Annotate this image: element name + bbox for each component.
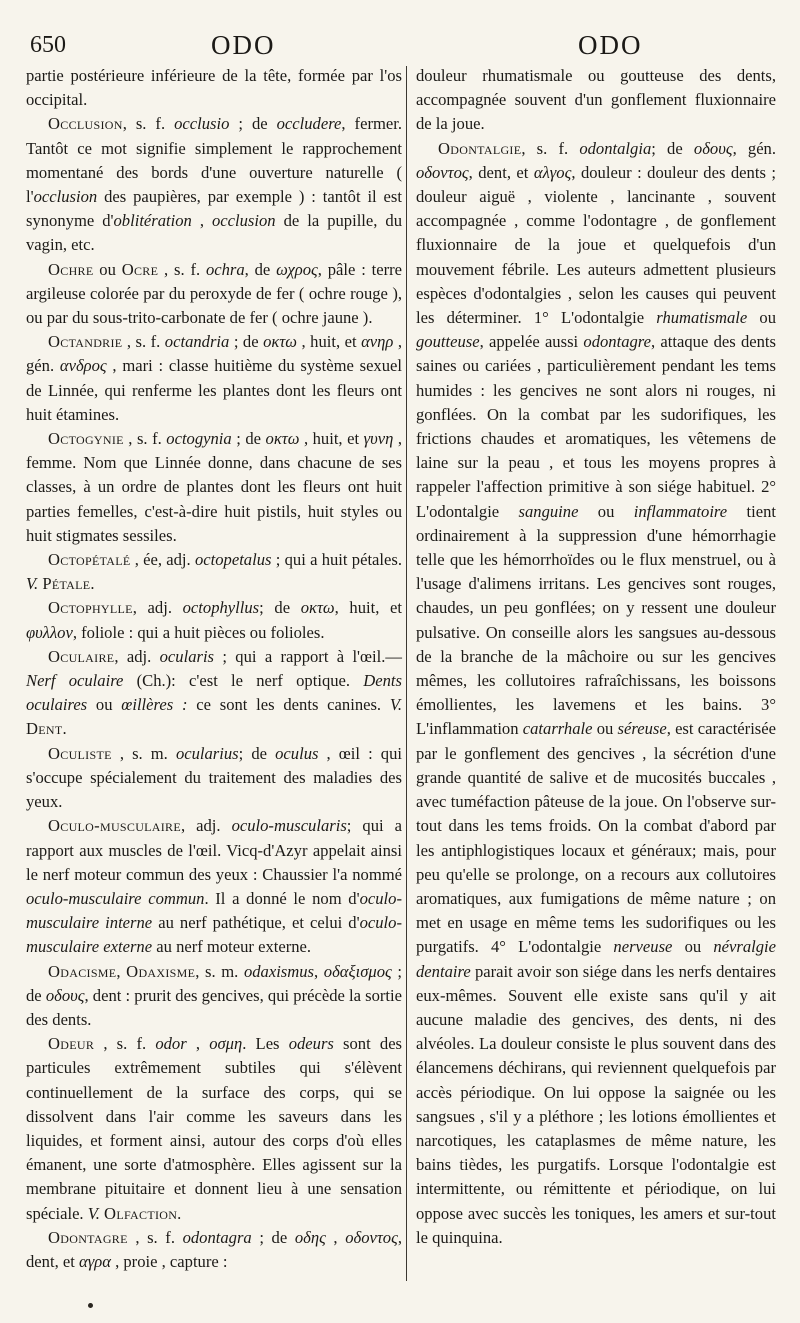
headword: Octandrie (48, 332, 123, 352)
italic-term: odor (155, 1034, 187, 1054)
entry-text: , s. f. (122, 114, 175, 134)
italic-term: οδοντος (416, 162, 469, 182)
headword: Odontalgie (438, 138, 522, 158)
entry-text: , ée, adj. (130, 550, 195, 570)
italic-term: Dents oculaires (26, 671, 402, 715)
italic-term: œillères : (121, 695, 188, 715)
entry-text: , (116, 961, 127, 981)
entry-text: . Les (242, 1034, 289, 1054)
entry-text: des paupières, par exemple ) : tantôt il est synonyme d' (26, 187, 402, 231)
entry-text: , huit, et (297, 332, 362, 352)
entry-odontalgie (416, 137, 776, 1250)
entry-text: , pâle : terre argileuse colorée par du peroxyde de fer ( ochre rouge ), ou par du sous-trito-carbonate de fer ( ochre jaune ). (26, 259, 403, 328)
entry-text: ou (87, 695, 122, 715)
italic-term: οδους (693, 138, 733, 158)
italic-term: φυλλον (26, 622, 73, 642)
italic-term: ανδρος (59, 356, 107, 376)
italic-term: αγρα (79, 1251, 111, 1271)
italic-term: γυνη (363, 429, 394, 449)
entry-text: parait avoir son siége dans les nerfs dentaires eux-mêmes. Souvent elle existe sans qu'il y ait aucune maladie des gencives, des dents, ni des alvéoles. La douleur consiste le plus souvent dans des élancemens déchirans, qui reviennent quelquefois par accès périodique. On lui oppose la saignée ou les sangsues , s'il y a pléthore ; les lotions émollientes et narcotiques, les cataplasmes de même nature, les bains tièdes, les purgatifs. Lorsque l'odontalgie est intermittente, ou rémittente et périodique, on lui oppose avec succès les toniques, les amers et sur-tout le quinquina. (416, 961, 776, 1247)
italic-term: octophyllus (182, 598, 260, 618)
entry-octandrie (26, 330, 402, 427)
entry-text: . (90, 574, 95, 594)
italic-term: rhumatismale (656, 308, 748, 328)
italic-term: octogynia (166, 429, 232, 449)
left-column (26, 64, 402, 1274)
italic-term: V. (26, 574, 39, 594)
footer-mark (88, 1303, 93, 1308)
italic-term: V. (389, 695, 403, 715)
entry-text: , œil : qui s'occupe spécialement du traitement des maladies des yeux. (26, 743, 403, 812)
italic-term: οδους (45, 985, 85, 1005)
entry-text: . (62, 719, 67, 739)
italic-term: inflammatoire (633, 501, 728, 521)
entry-odontagre-cont (416, 64, 776, 137)
entry-text: ; de (231, 429, 266, 449)
entry-text: , huit, et (334, 598, 402, 618)
entry-text: , s. f. (123, 429, 167, 449)
entry-text: , s. f. (122, 332, 165, 352)
entry-text: , dent, et (26, 1227, 402, 1271)
italic-term: Nerf oculaire (26, 671, 124, 691)
entry-oculiste (26, 742, 402, 815)
entry-oculo-musculaire (26, 814, 402, 959)
entry-text: ou (747, 308, 777, 328)
headword: Oculaire (48, 646, 115, 666)
entry-text: de la pupille, du vagin, etc. (26, 211, 403, 255)
headword: Odeur (48, 1034, 95, 1054)
italic-term: oculo-musculaire externe (26, 913, 402, 957)
entry-text: , (191, 211, 212, 231)
entry-text: , dent, et (468, 162, 534, 182)
italic-term: ocularius (175, 743, 239, 763)
headword: Pétale (42, 574, 91, 594)
italic-term: αλγος (533, 162, 572, 182)
italic-term: οδοντος (345, 1227, 398, 1247)
entry-text: sont des particules extrêmement subtiles qui s'élèvent continuellement de la surface des corps, qui se dissolvent dans l'air comme les saveurs dans les liquides, et forment ainsi, autour des corps d'où elles émanent, une sorte d'atmosphère. Elles agissent sur la membrane pituitaire et donnent lieu à une sensation spéciale. (26, 1034, 403, 1223)
entry-text: au nerf moteur externe. (152, 937, 312, 957)
entry-text: , huit, et (299, 429, 364, 449)
entry-text: , s. m. (195, 961, 244, 981)
entry-text: partie postérieure inférieure de la tête, formée par l'os occipital. (26, 66, 402, 110)
entry-text: , adj. (114, 646, 160, 666)
entry-text: , est caractérisée par le gonflement des gencives , la sécrétion d'une grande quantité de salive et de mucosités buccales , avec tuméfaction pâteuse de la joue. On l'observe sur-tout dans les tems froids. On la combat d'abord par les antiphlogistiques locaux et généraux; mais, pour peu qu'elle se prolonge, on a recours aux collutoires aromatiques, aux fumigations de même nature ; on met en usage en même tems les sudorifiques ou les purgatifs. 4° L'odontalgie (416, 719, 776, 957)
entry-text: , adj. (180, 816, 232, 836)
headword: Octopétalé (48, 550, 131, 570)
running-head-left: ODO (211, 30, 276, 60)
italic-term: ochra (205, 259, 245, 279)
italic-term: nerveuse (613, 937, 673, 957)
italic-term: oculo-musculaire commun (26, 888, 205, 908)
entry-text: ; de (229, 114, 277, 134)
page-number: 650 (30, 32, 66, 58)
italic-term: οσμη (209, 1034, 243, 1054)
right-column (416, 64, 776, 1250)
headword: Octophylle (48, 598, 133, 618)
entry-text: , (186, 1034, 210, 1054)
entry-text: , (314, 961, 324, 981)
entry-text: ou (672, 937, 714, 957)
entry-text: , dent : prurit des gencives, qui précède la sortie des dents. (26, 985, 403, 1029)
italic-term: οδης (294, 1227, 326, 1247)
entry-ochre (26, 258, 402, 331)
entry-text: , s. m. (111, 743, 176, 763)
entry-text: (Ch.): c'est le nerf optique. (123, 671, 364, 691)
headword: Octogynie (48, 429, 124, 449)
italic-term: oculo-musculaire interne (26, 888, 402, 933)
entry-text: ; de (229, 332, 264, 352)
entry-octophylle (26, 596, 402, 644)
italic-term: ανηρ (361, 332, 394, 352)
entry-text: ou (592, 719, 618, 739)
italic-term: occlusion (33, 187, 98, 207)
entry-oculaire (26, 645, 402, 742)
entry-text: ; qui a rapport à l'œil.— (214, 646, 402, 666)
headword: Dent (26, 719, 63, 739)
headword: Ocre (121, 259, 159, 279)
headword: Odaxisme (126, 961, 196, 981)
italic-term: οκτω (300, 598, 335, 618)
headword: Oculo-musculaire (48, 816, 181, 836)
italic-term: οδαξισμος (323, 961, 392, 981)
running-head-right: ODO (578, 30, 643, 60)
entry-text: ; qui a huit pétales. (271, 550, 402, 570)
entry-text: , gén. (732, 138, 777, 158)
entry-text: ; de (251, 1227, 295, 1247)
entry-text: ; de (26, 961, 403, 1005)
entry-octogynie (26, 427, 402, 548)
entry-octopetale (26, 548, 402, 596)
italic-term: odontagra (182, 1227, 252, 1247)
entry-text: , s. f. (94, 1034, 156, 1054)
entry-text: , de (244, 259, 277, 279)
entry-cont (26, 64, 402, 112)
entry-odacisme (26, 960, 402, 1033)
entry-text: , (325, 1227, 346, 1247)
italic-term: sanguine (518, 501, 579, 521)
entry-text: , s. f. (158, 259, 206, 279)
entry-text: ; de (651, 138, 694, 158)
entry-text: , mari : classe huitième du système sexuel de Linnée, qui renferme les plantes dont les fleurs ont huit étamines. (26, 356, 403, 424)
entry-text: ce sont les dents canines. (187, 695, 390, 715)
italic-term: octopetalus (194, 550, 272, 570)
entry-odontagre (26, 1226, 402, 1274)
italic-term: οκτω (263, 332, 298, 352)
italic-term: séreuse (617, 719, 667, 739)
column-divider (406, 66, 407, 1281)
italic-term: octandria (164, 332, 230, 352)
entry-text: , fermer. Tantôt ce mot signifie simplement le rapprochement momentané des bords d'une ouverture naturelle ( l' (26, 114, 402, 207)
entry-text: . (177, 1203, 182, 1223)
italic-term: οκτω (265, 429, 300, 449)
entry-text: , s. f. (521, 138, 580, 158)
entry-text: ; de (238, 743, 276, 763)
entry-text: . Il a donné le nom d' (204, 888, 360, 908)
italic-term: ocularis (159, 646, 215, 666)
entry-text: , femme. Nom que Linnée donne, dans chacune de ses classes, à un ordre de plantes dont les fleurs ont huit parties femelles, c'est-à-dire huit pistils, huit styles ou huit stigmates sessiles. (26, 429, 403, 545)
entry-text: , foliole : qui a huit pièces ou folioles. (72, 622, 325, 642)
entry-text: ou (578, 501, 634, 521)
italic-term: odontalgia (579, 138, 652, 158)
headword: Odacisme (48, 961, 117, 981)
italic-term: oblitération (113, 211, 192, 231)
headword: Occlusion (48, 114, 123, 134)
headword: Odontagre (48, 1227, 128, 1247)
italic-term: occludere (276, 114, 342, 134)
headword: Oculiste (48, 743, 112, 763)
italic-term: oculus (275, 743, 319, 763)
entry-text: douleur rhumatismale ou goutteuse des dents, accompagnée souvent d'un gonflement fluxionnaire de la joue. (416, 66, 776, 134)
italic-term: V. (87, 1203, 100, 1223)
entry-text: , s. f. (127, 1227, 183, 1247)
entry-text: , adj. (132, 598, 183, 618)
entry-occlusion (26, 112, 402, 257)
entry-text: , proie , capture : (110, 1251, 228, 1271)
italic-term: odeurs (288, 1034, 334, 1054)
italic-term: occlusio (174, 114, 230, 134)
entry-text: , gén. (26, 332, 403, 376)
entry-odeur (26, 1032, 402, 1226)
italic-term: occlusion (211, 211, 276, 231)
italic-term: odaxismus (243, 961, 314, 981)
entry-text: ; qui a rapport aux muscles de l'œil. Vicq-d'Azyr appelait ainsi le nerf moteur commun des yeux : Chaussier l'a nommé (26, 816, 402, 884)
italic-term: oculo-muscularis (231, 816, 347, 836)
italic-term: catarrhale (522, 719, 593, 739)
italic-term: odontagre (583, 332, 652, 352)
italic-term: névralgie dentaire (416, 937, 776, 981)
italic-term: goutteuse (416, 332, 480, 352)
entry-text: au nerf pathétique, et celui d' (152, 913, 360, 933)
page-header (30, 30, 774, 64)
italic-term: ωχρος (276, 259, 318, 279)
entry-text: ou (93, 259, 122, 279)
headword: Olfaction (104, 1203, 178, 1223)
headword: Ochre (48, 259, 94, 279)
entry-text: , attaque des dents saines ou cariées , particulièrement pendant les tems humides : les gencives ne sont alors ni rouges, ni gonflées. On la combat par les sudorifiques, les frictions chaudes et aromatiques, les vêtemens de laine sur la peau , et tous les moyens propres à rappeler l'affection primitive à son siége habituel. 2° L'odontalgie (416, 332, 777, 521)
entry-text: , douleur : douleur des dents ; douleur aiguë , violente , lancinante , souvent accompagnée , comme l'odontagre , de gonflement fluxionnaire de la joue et quelquefois d'un mouvement fébrile. Les auteurs admettent plusieurs espèces d'odontalgies , selon les causes qui peuvent les déterminer. 1° L'odontalgie (416, 162, 776, 328)
entry-text: , appelée aussi (479, 332, 584, 352)
entry-text: tient ordinairement à la suppression d'une hémorrhagie telle que les hémorrhoïdes ou le flux menstruel, ou à l'usage d'alimens irritans. Les gencives sont rouges, chaudes, un peu gonflées; on y ressent une douleur pulsative. On conseille alors les sangsues au-dessous de la branche de la mâchoire ou sur les gencives mêmes, les collutoires rafraîchissans, les boissons émollientes, les lavemens et les bains. 3° L'inflammation (416, 501, 776, 739)
entry-text: ; de (259, 598, 301, 618)
